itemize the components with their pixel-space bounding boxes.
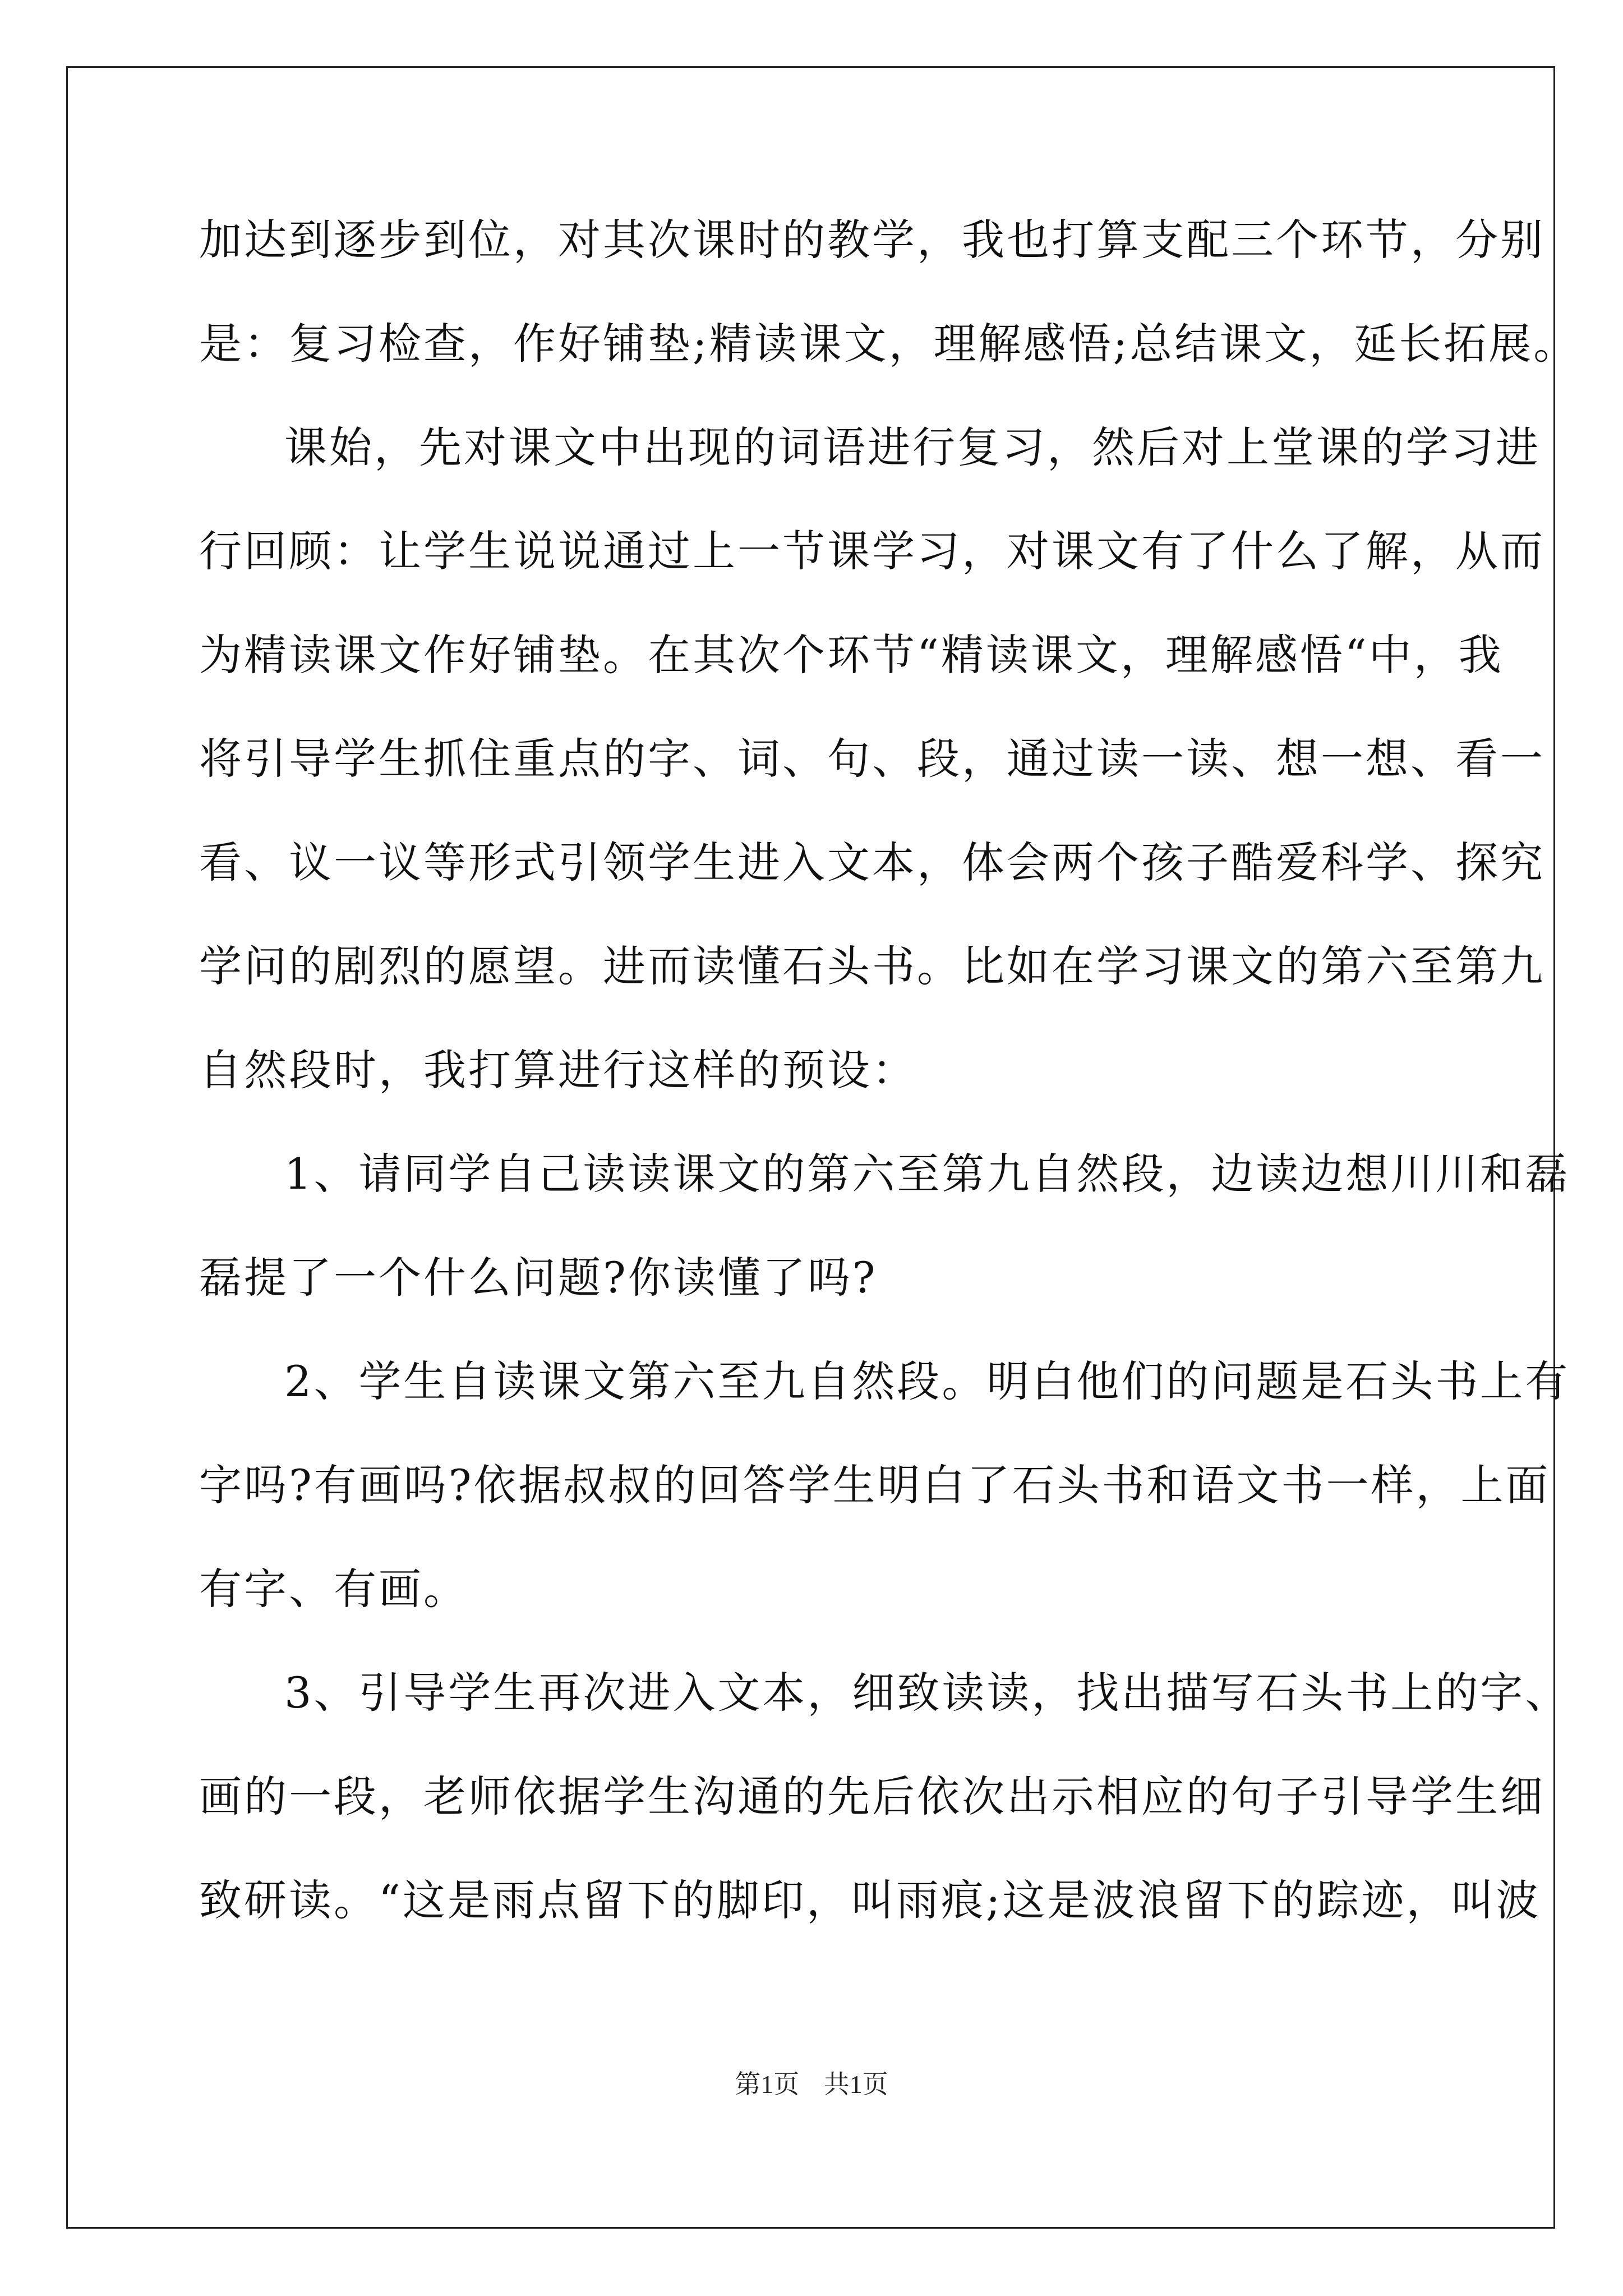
text-line: 有字、有画。 xyxy=(199,1564,468,1614)
list-item-3-line: 3、引导学生再次进入文本，细致读读，找出描写石头书上的字、 xyxy=(284,1668,1570,1718)
paragraph-start-line: 课始，先对课文中出现的词语进行复习，然后对上堂课的学习进 xyxy=(284,422,1541,472)
text-line: 行回顾：让学生说说通过上一节课学习，对课文有了什么了解，从而 xyxy=(199,526,1545,576)
text-line: 将引导学生抓住重点的字、词、句、段，通过读一读、想一想、看一 xyxy=(199,734,1545,784)
text-line: 看、议一议等形式引领学生进入文本，体会两个孩子酷爱科学、探究 xyxy=(199,838,1545,887)
text-line: 字吗?有画吗?依据叔叔的回答学生明白了石头书和语文书一样，上面 xyxy=(199,1460,1551,1510)
page-total: 共1页 xyxy=(823,2070,888,2099)
text-line: 自然段时，我打算进行这样的预设： xyxy=(199,1045,917,1095)
text-line: 画的一段，老师依据学生沟通的先后依次出示相应的句子引导学生细 xyxy=(199,1772,1545,1821)
page-footer xyxy=(0,2069,1623,2100)
text-line: 致研读。“这是雨点留下的脚印，叫雨痕;这是波浪留下的踪迹，叫波 xyxy=(199,1875,1541,1925)
text-line: 为精读课文作好铺垫。在其次个环节“精读课文，理解感悟“中，我 xyxy=(199,630,1504,680)
text-line: 磊提了一个什么问题?你读懂了吗? xyxy=(199,1253,878,1303)
document-body xyxy=(199,213,1579,1977)
page-number: 第1页 xyxy=(735,2070,800,2099)
list-item-2-line: 2、学生自读课文第六至九自然段。明白他们的问题是石头书上有 xyxy=(284,1356,1570,1406)
text-line: 学问的剧烈的愿望。进而读懂石头书。比如在学习课文的第六至第九 xyxy=(199,941,1545,991)
text-line: 加达到逐步到位，对其次课时的教学，我也打算支配三个环节，分别 xyxy=(199,215,1545,265)
text-line: 是：复习检查，作好铺垫;精读课文，理解感悟;总结课文，延长拓展。 xyxy=(199,319,1579,369)
list-item-1-line: 1、请同学自己读读课文的第六至第九自然段，边读边想川川和磊 xyxy=(284,1149,1570,1199)
